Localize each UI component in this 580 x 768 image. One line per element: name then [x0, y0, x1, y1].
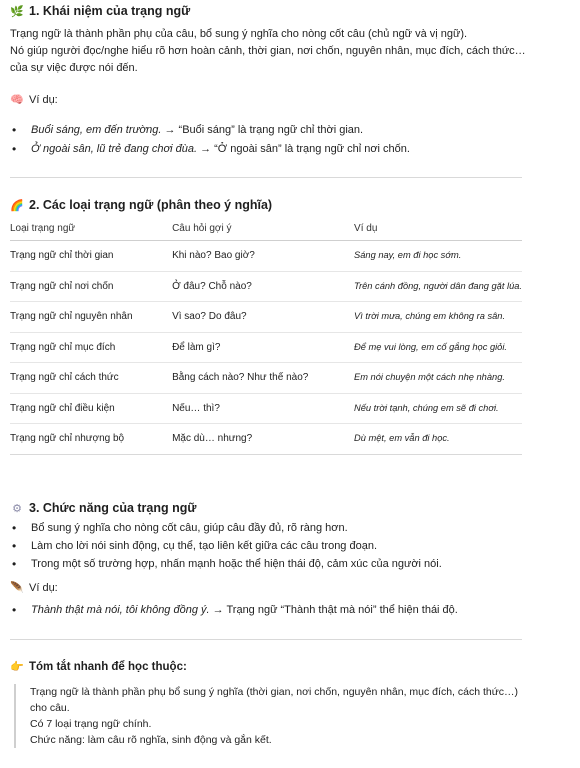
- example-label: Ví dụ:: [29, 582, 58, 594]
- list-item: • Làm cho lời nói sinh động, cụ thể, tạo liên kết giữa các câu trong đoạn.: [10, 537, 442, 555]
- summary-line: Chức năng: làm câu rõ nghĩa, sinh động và gắn kết.: [30, 734, 272, 746]
- table-row: [10, 302, 522, 333]
- rainbow-icon: 🌈: [10, 200, 24, 212]
- para-line: của sự việc được nói đến.: [10, 62, 138, 74]
- example-cell: Sáng nay, em đi học sớm.: [354, 241, 522, 272]
- summary-quote: [14, 684, 530, 748]
- example-explanation: → “Ở ngoài sân” là trạng ngữ chỉ nơi chốn.: [197, 143, 410, 155]
- table-row: [10, 363, 522, 394]
- column-header: Loại trạng ngữ: [10, 216, 172, 241]
- section-1-examples: [10, 121, 410, 159]
- summary-line: Có 7 loại trạng ngữ chính.: [30, 718, 152, 730]
- question-cell: Để làm gì?: [172, 332, 354, 363]
- section-3-title: 3. Chức năng của trạng ngữ: [29, 501, 197, 515]
- type-cell: Trạng ngữ chỉ điều kiện: [10, 393, 172, 424]
- list-item: • Trong một số trường hợp, nhấn mạnh hoặc thể hiện thái độ, cảm xúc của người nói.: [10, 555, 442, 573]
- section-2-title: 2. Các loại trạng ngữ (phân theo ý nghĩa): [29, 198, 273, 212]
- list-item: [10, 602, 458, 619]
- pointing-hand-icon: 👉: [10, 661, 24, 673]
- example-label: Ví dụ:: [29, 94, 58, 106]
- leaf-icon: 🌿: [10, 6, 24, 18]
- para-line: Nó giúp người đọc/nghe hiểu rõ hơn hoàn cảnh, thời gian, nơi chốn, nguyên nhân, mục đích, cách thức…: [10, 45, 526, 57]
- section-3-heading: [10, 499, 196, 518]
- table-row: [10, 241, 522, 272]
- list-item: • Bổ sung ý nghĩa cho nòng cốt câu, giúp câu đầy đủ, rõ ràng hơn.: [10, 519, 442, 537]
- section-1-title: 1. Khái niệm của trạng ngữ: [29, 4, 191, 18]
- question-cell: Nếu… thì?: [172, 393, 354, 424]
- question-cell: Khi nào? Bao giờ?: [172, 241, 354, 272]
- section-1-example-label: [10, 92, 58, 109]
- type-cell: Trạng ngữ chỉ nguyên nhân: [10, 302, 172, 333]
- divider: [10, 177, 522, 178]
- column-header: Ví dụ: [354, 216, 522, 241]
- table-row: [10, 393, 522, 424]
- example-cell: Để mẹ vui lòng, em cố gắng học giỏi.: [354, 332, 522, 363]
- type-cell: Trạng ngữ chỉ mục đích: [10, 332, 172, 363]
- brain-icon: 🧠: [10, 94, 24, 106]
- example-explanation: → Trạng ngữ “Thành thật mà nói” thể hiện thái độ.: [209, 604, 458, 616]
- question-cell: Ở đâu? Chỗ nào?: [172, 271, 354, 302]
- question-cell: Vì sao? Do đâu?: [172, 302, 354, 333]
- example-cell: Dù mệt, em vẫn đi học.: [354, 424, 522, 455]
- example-cell: Vì trời mưa, chúng em không ra sân.: [354, 302, 522, 333]
- section-3-functions: [10, 519, 442, 573]
- summary-line: Trạng ngữ là thành phần phụ bổ sung ý nghĩa (thời gian, nơi chốn, nguyên nhân, mục đích, cách thức…): [30, 686, 518, 698]
- table-row: [10, 332, 522, 363]
- example-sentence: Thành thật mà nói, tôi không đồng ý.: [31, 604, 210, 616]
- column-header: Câu hỏi gợi ý: [172, 216, 354, 241]
- divider: [10, 639, 522, 640]
- type-cell: Trạng ngữ chỉ thời gian: [10, 241, 172, 272]
- section-3-example-label: [10, 580, 58, 597]
- example-cell: Trên cánh đồng, người dân đang gặt lúa.: [354, 271, 522, 302]
- para-line: Trạng ngữ là thành phần phụ của câu, bổ sung ý nghĩa cho nòng cốt câu (chủ ngữ và vị ngữ).: [10, 28, 468, 40]
- feather-icon: 🪶: [10, 582, 24, 594]
- type-cell: Trạng ngữ chỉ nơi chốn: [10, 271, 172, 302]
- list-item: [10, 121, 410, 140]
- section-1-paragraph: [10, 26, 526, 77]
- section-1-heading: [10, 2, 190, 21]
- example-cell: Em nói chuyện một cách nhẹ nhàng.: [354, 363, 522, 394]
- example-sentence: Buổi sáng, em đến trường.: [31, 124, 162, 136]
- question-cell: Mặc dù… nhưng?: [172, 424, 354, 455]
- summary-title: Tóm tắt nhanh để học thuộc:: [29, 661, 187, 673]
- section-3-example: [10, 602, 458, 619]
- list-item: [10, 140, 410, 159]
- question-cell: Bằng cách nào? Như thế nào?: [172, 363, 354, 394]
- table-row: [10, 424, 522, 455]
- section-2-heading: [10, 196, 272, 215]
- types-table: [10, 216, 522, 455]
- table-header-row: [10, 216, 522, 241]
- summary-heading: [10, 658, 187, 676]
- gear-icon: ⚙: [12, 503, 22, 515]
- summary-line: cho câu.: [30, 702, 70, 714]
- example-explanation: → “Buổi sáng” là trạng ngữ chỉ thời gian.: [161, 124, 364, 136]
- table-row: [10, 271, 522, 302]
- example-cell: Nếu trời tạnh, chúng em sẽ đi chơi.: [354, 393, 522, 424]
- type-cell: Trạng ngữ chỉ nhượng bộ: [10, 424, 172, 455]
- example-sentence: Ở ngoài sân, lũ trẻ đang chơi đùa.: [31, 143, 198, 155]
- type-cell: Trạng ngữ chỉ cách thức: [10, 363, 172, 394]
